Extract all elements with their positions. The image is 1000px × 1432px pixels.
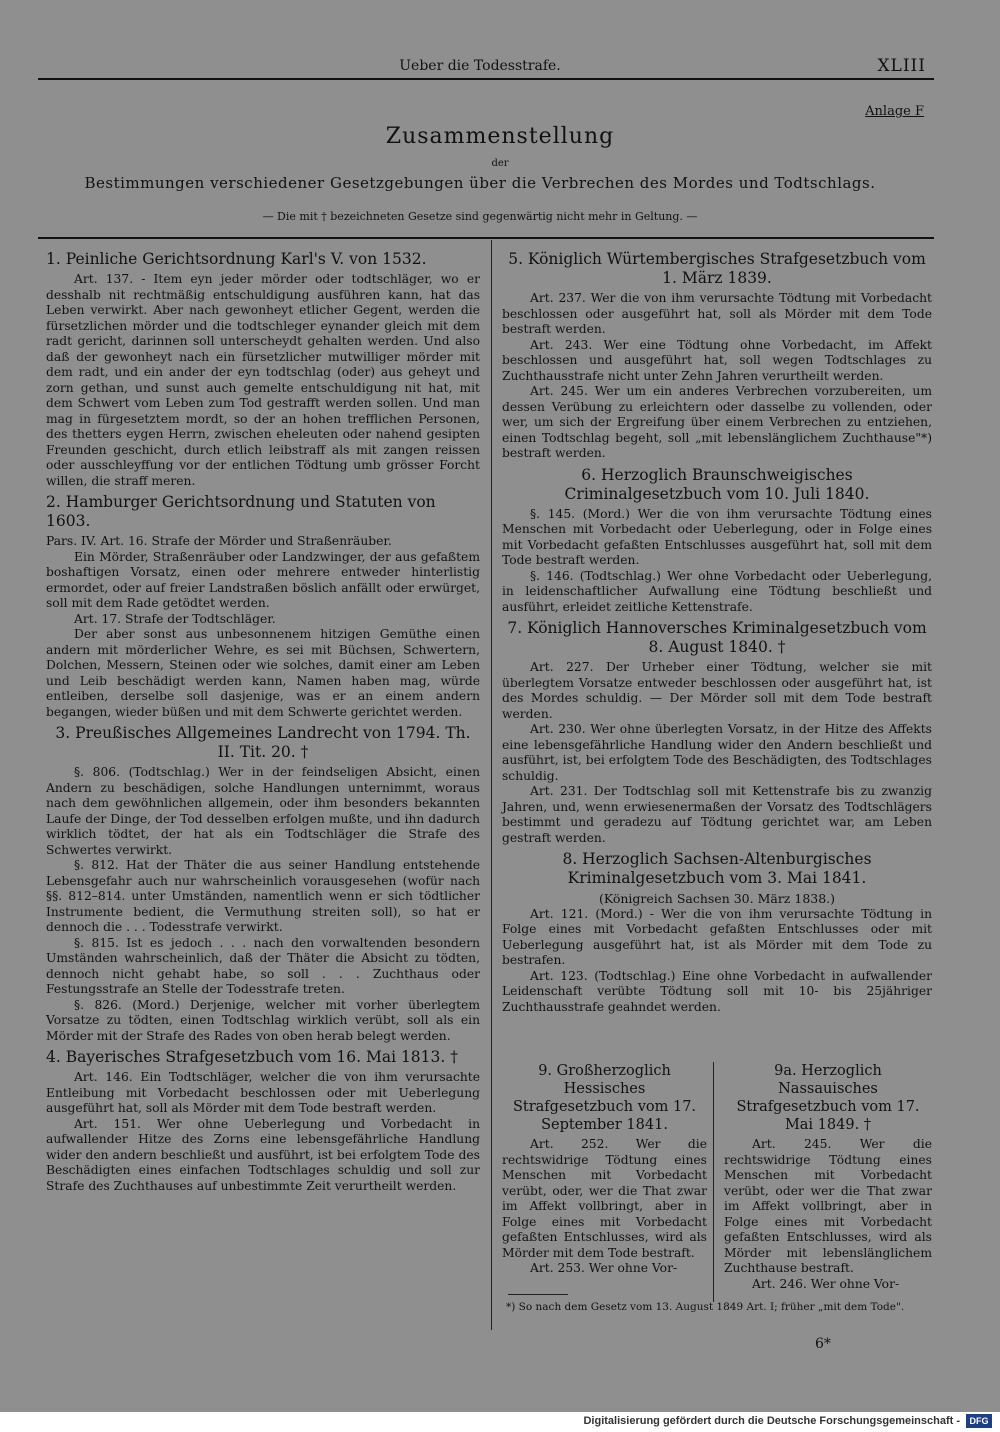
- section-5-art-237: Art. 237. Wer die von ihm verursachte Tödtung mit Vorbedacht beschlossen oder ausgeführt hat, soll als Mörder mit dem Tode bestraft werden.: [502, 291, 932, 336]
- section-3-heading: 3. Preußisches Allgemeines Landrecht von 1794. Th. II. Tit. 20. †: [55, 724, 471, 761]
- section-3-para-826: §. 826. (Mord.) Derjenige, welcher mit vorher überlegtem Vorsatze zu tödten, einen Todtschlag wirklich verübt, soll als ein Mörder mit der Strafe des Rades von oben herab belegt werden.: [46, 997, 480, 1043]
- section-6-para-145: §. 145. (Mord.) Wer die von ihm verursachte Tödtung eines Menschen mit Vorbedacht oder Ueberlegung, oder in Folge eines mit Vorbedacht gefaßten Entschlusses ausgeführt hat, soll mit dem Tode bestraft werden.: [502, 506, 932, 567]
- section-8-art-123: Art. 123. (Todtschlag.) Eine ohne Vorbedacht in aufwallender Leidenschaft verübte Tödtung soll mit 10- bis 25jähriger Zuchthausstrafe geahndet werden.: [502, 968, 932, 1014]
- header-rule: [38, 78, 934, 80]
- section-7-art-230: Art. 230. Wer ohne überlegten Vorsatz, in der Hitze des Affekts eine lebensgefährliche Handlung wider den Andern beschließt und ausführt, ist, bei erfolgtem Tode des Beschädigten, des Todtschlages schuldig.: [502, 722, 932, 783]
- section-8-art-121: Art. 121. (Mord.) - Wer die von ihm verursachte Tödtung in Folge eines mit Vorbedacht gefaßten Entschlusses oder mit Ueberlegung ausgeführt hat, ist als Mörder mit dem Tode zu bestrafen.: [502, 906, 932, 967]
- section-2-article-16: Pars. IV. Art. 16. Strafe der Mörder und Straßenräuber.: [46, 534, 392, 548]
- digitization-footer: [0, 1412, 1000, 1432]
- footer-credit: Digitalisierung gefördert durch die Deutsche Forschungsgemeinschaft -: [583, 1415, 960, 1427]
- running-title: Ueber die Todesstrafe.: [399, 58, 561, 74]
- section-3-para-806: §. 806. (Todtschlag.) Wer in der feindseligen Absicht, einen Andern zu beschädigen, solche Handlungen unternimmt, woraus nach dem gewöhnlichen allgemein, oder ihm besonders bekannten Laufe der Dinge, der Tod desselben erfolgen mußte, und ihn dadurch wirklich tödtet, der hat als ein Todtschläger die Strafe des Schwertes verwirkt.: [46, 765, 480, 857]
- printer-signature: 6*: [815, 1336, 831, 1352]
- section-5-art-245: Art. 245. Wer um ein anderes Verbrechen vorzubereiten, um dessen Verübung zu erleichtern oder dasselbe zu vollenden, oder wer, um sich der Ergreifung über einem Verbrechen zu entziehen, einen Todtschlag begeht, soll „mit lebenslänglichem Zuchthause"*) bestraft werden.: [502, 384, 932, 460]
- section-7-heading: 7. Königlich Hannoversches Kriminalgesetzbuch vom 8. August 1840. †: [507, 619, 927, 656]
- dfg-logo: DFG: [966, 1414, 992, 1428]
- column-divider: [491, 240, 492, 1330]
- left-column: [46, 246, 480, 1194]
- section-2-article-17: Art. 17. Strafe der Todtschläger.: [74, 611, 276, 626]
- section-1-heading: 1. Peinliche Gerichtsordnung Karl's V. von 1532.: [46, 250, 427, 268]
- section-2-text-17: Der aber sonst aus unbesonnenem hitzigen Gemüthe einen andern mit mörderlicher Wehre, es sei mit Büchsen, Schwertern, Dolchen, Messern, Steinen oder wie solches, damit einer am Leben und Leib beschädigt werden kann, Namen haben mag, würde entleiben, derselbe soll dasjenige, was er an einem andern begangen, wieder büßen und mit dem Schwerte gerichtet werden.: [46, 627, 480, 719]
- section-9a-art-245: Art. 245. Wer die rechtswidrige Tödtung eines Menschen mit Vorbedacht verübt, oder wer die That zwar im Affekt vollbringt, aber in Folge eines mit Vorbedacht gefaßten Entschlusses, wird als Mörder mit lebenslänglichem Zuchthause bestraft.: [724, 1137, 932, 1275]
- section-5-art-243: Art. 243. Wer eine Tödtung ohne Vorbedacht, im Affekt beschlossen und ausgeführt hat, soll wegen Todtschlages zu Zuchthausstrafe nicht unter Zehn Jahren verurtheilt werden.: [502, 337, 932, 383]
- section-9-art-253: Art. 253. Wer ohne Vor-: [530, 1261, 678, 1275]
- section-6-para-146: §. 146. (Todtschlag.) Wer ohne Vorbedacht oder Ueberlegung, in leidenschaftlicher Aufwallung eine Tödtung beschließt und ausführt, erleidet zeitliche Kettenstrafe.: [502, 568, 932, 614]
- right-column: [502, 246, 932, 1015]
- validity-note: — Die mit † bezeichneten Gesetze sind gegenwärtig nicht mehr in Geltung. —: [262, 210, 698, 223]
- section-8-heading: 8. Herzoglich Sachsen-Altenburgisches Kriminalgesetzbuch vom 3. Mai 1841.: [562, 850, 872, 887]
- subtitle: Bestimmungen verschiedener Gesetzgebungen über die Verbrechen des Mordes und Todtschlags.: [84, 174, 876, 192]
- section-9a-heading: 9a. Herzoglich Nassauisches Strafgesetzbuch vom 17. Mai 1849. †: [736, 1063, 920, 1133]
- section-9a-art-246: Art. 246. Wer ohne Vor-: [752, 1276, 900, 1291]
- section-5-heading: 5. Königlich Würtembergisches Strafgesetzbuch vom 1. März 1839.: [508, 250, 926, 287]
- section-9-heading: 9. Großherzoglich Hessisches Strafgesetzbuch vom 17. September 1841.: [512, 1063, 697, 1133]
- section-9a: [724, 1062, 932, 1292]
- title-rule: [38, 237, 934, 239]
- footnote-rule: [508, 1294, 568, 1295]
- subcolumn-divider: [713, 1062, 714, 1302]
- page-number: XLIII: [877, 56, 926, 76]
- section-9: [502, 1062, 707, 1277]
- section-7-art-231: Art. 231. Der Todtschlag soll mit Kettenstrafe bis zu zwanzig Jahren, und, wenn erwiesenermaßen der Vorsatz des Todtschlägers bestimmt und geradezu auf Tödtung gerichtet war, am Leben gestraft werden.: [502, 784, 932, 845]
- section-4-heading: 4. Bayerisches Strafgesetzbuch vom 16. Mai 1813. †: [46, 1048, 458, 1066]
- main-title: Zusammenstellung: [385, 124, 615, 149]
- section-9-art-252: Art. 252. Wer die rechtswidrige Tödtung eines Menschen mit Vorbedacht verübt, oder, wer die That zwar im Affekt vollbringt, aber in Folge eines mit Vorbedacht gefaßten Entschlusses, wird als Mörder mit dem Tode bestraft.: [502, 1137, 707, 1260]
- section-1-text: Art. 137. - Item eyn jeder mörder oder todtschläger, wo er desshalb nit rechtmäßig entschuldigung ausführen kann, hat das Leben verwirkt. Aber nach gewonheyt etlicher Gegent, werden die fürsetzlichen mörder und die todtschleger eynander gleich mit dem radt gericht, darinnen soll unterscheydt gehalten werden. Und also daß der gewonheyt nach ein fürsetzlicher mutwilliger mörder mit dem radt, und ein ander der eyn todtschlag (oder) aus geheyt und zorn gethan, und sunst auch gemelte entschuldigung nit hat, mit dem Schwert vom Leben zum Tod gestrafft werden sollen. Und man mag in fürgesetztem mordt, so der an hohen trefflichen Personen, des thetters eygen Herrn, zwischen eheleuten oder nahend gesipten Freunden geschicht, durch etlich leibstraff als mit zangen reissen oder ausschleyffung vor der entlichen Tödtung umb grösser Forcht willen, die straff meren.: [46, 272, 480, 488]
- section-7-art-227: Art. 227. Der Urheber einer Tödtung, welcher sie mit überlegtem Vorsatze entweder beschlossen oder ausgeführt hat, ist des Mordes schuldig. — Der Mörder soll mit dem Tode bestraft werden.: [502, 660, 932, 721]
- section-4-art-151: Art. 151. Wer ohne Ueberlegung und Vorbedacht in aufwallender Hitze des Zorns eine lebensgefährliche Handlung wider den andern beschließt und ausführt, ist bei erfolgtem Tode des Beschädigten eines einfachen Todtschlages schuldig und soll zur Strafe des Zuchthauses auf unbestimmte Zeit verurtheilt werden.: [46, 1116, 480, 1193]
- section-3-para-815: §. 815. Ist es jedoch . . . nach den vorwaltenden besondern Umständen wahrscheinlich, daß der Thäter die Absicht zu tödten, dennoch nicht gehabt habe, so soll . . . Zuchthaus oder Festungsstrafe an Stelle der Todesstrafe treten.: [46, 935, 480, 996]
- section-3-para-812: §. 812. Hat der Thäter die aus seiner Handlung entstehende Lebensgefahr auch nur wahrscheinlich vorausgesehen (wofür nach §§. 812–814. unter Umständen, namentlich wenn er sich tödtlicher Instrumente bedient, die Vermuthung streiten soll), so hat er dennoch die . . . Todesstrafe verwirkt.: [46, 858, 480, 934]
- appendix-label: Anlage F: [865, 104, 924, 119]
- footnote: *) So nach dem Gesetz vom 13. August 1849 Art. I; früher „mit dem Tode".: [506, 1301, 905, 1313]
- section-6-heading: 6. Herzoglich Braunschweigisches Criminalgesetzbuch vom 10. Juli 1840.: [564, 465, 870, 503]
- title-connector: der: [491, 158, 509, 169]
- section-2-text-16: Ein Mörder, Straßenräuber oder Landzwinger, der aus gefaßtem boshaftigen Vorsatz, einen oder mehrere entweder hinterlistig ermordet, oder auf freier Landstraßen böslich anfällt oder erwürget, soll mit dem Rade getödtet werden.: [46, 549, 480, 610]
- section-8-subheading: (Königreich Sachsen 30. März 1838.): [598, 891, 836, 906]
- section-2-heading: 2. Hamburger Gerichtsordnung und Statuten von 1603.: [46, 493, 436, 530]
- section-4-art-146: Art. 146. Ein Todtschläger, welcher die von ihm verursachte Entleibung mit Vorbedacht beschlossen oder mit Ueberlegung ausgeführt hat, soll als Mörder mit dem Tode bestraft werden.: [46, 1070, 480, 1115]
